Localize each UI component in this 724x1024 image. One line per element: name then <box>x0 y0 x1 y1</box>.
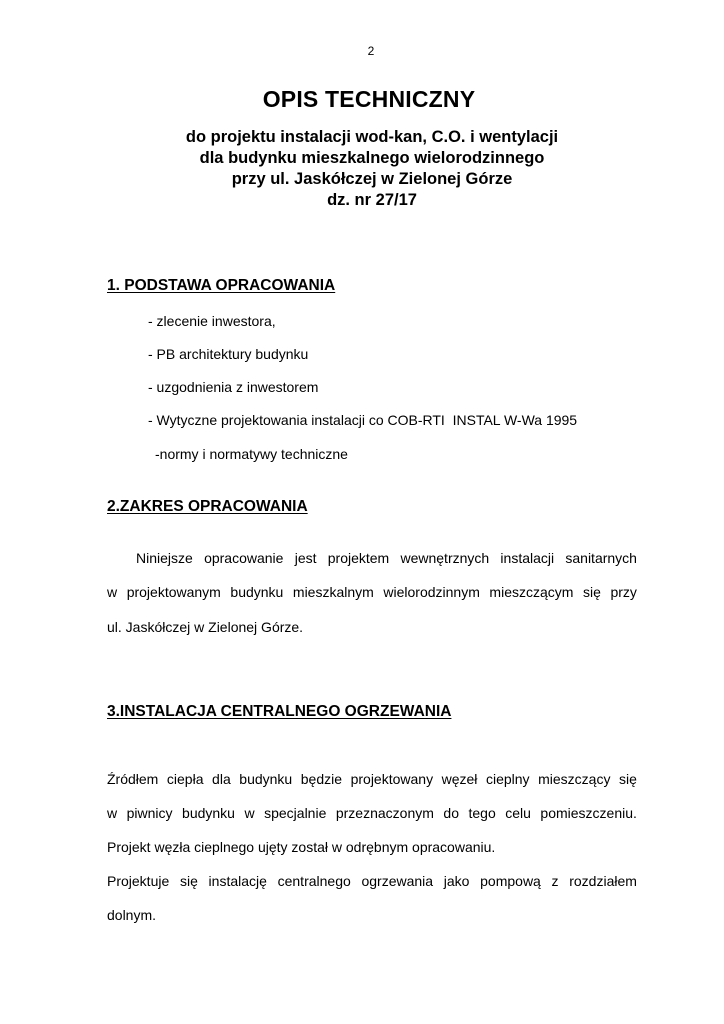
word: cieplny <box>485 771 530 787</box>
paragraph-line <box>107 873 637 889</box>
list-item: - PB architektury budynku <box>148 346 309 362</box>
word: jako <box>443 873 470 889</box>
paragraph-line: dolnym. <box>107 907 157 923</box>
document-title: OPIS TECHNICZNY <box>262 86 476 112</box>
list-item: - Wytyczne projektowania instalacji co COB-RTI INSTAL W-Wa 1995 <box>148 412 578 428</box>
word: instalacji <box>500 550 555 566</box>
paragraph-line: ul. Jaskółczej w Zielonej Górze. <box>107 619 304 635</box>
word: w <box>244 805 255 821</box>
section-heading-podstawa: 1. PODSTAWA OPRACOWANIA <box>107 277 336 294</box>
word: celu <box>505 805 531 821</box>
word: jest <box>294 550 317 566</box>
word: z <box>551 873 559 889</box>
subtitle-line: dz. nr 27/17 <box>327 191 417 209</box>
paragraph-line <box>107 805 637 821</box>
word: w <box>107 805 118 821</box>
word: węzeł <box>441 771 478 787</box>
page-number: 2 <box>367 44 375 58</box>
word: Źródłem <box>107 771 159 787</box>
word: mieszkalnym <box>292 584 374 600</box>
word: do <box>443 805 459 821</box>
word: specjalnie <box>264 805 327 821</box>
word: wielorodzinnym <box>383 584 480 600</box>
list-item: - zlecenie inwestora, <box>148 313 276 329</box>
word: projektem <box>327 550 390 566</box>
subtitle-line: przy ul. Jaskółczej w Zielonej Górze <box>231 170 513 188</box>
word: się <box>619 771 637 787</box>
word: przeznaczonym <box>335 805 434 821</box>
word: tego <box>468 805 496 821</box>
word: opracowanie <box>204 550 284 566</box>
word: rozdziałem <box>569 873 637 889</box>
word: sanitarnych <box>565 550 637 566</box>
word: budynku <box>239 771 293 787</box>
word: będzie <box>300 771 343 787</box>
word: mieszczącym <box>489 584 574 600</box>
word: się <box>583 584 601 600</box>
word: pomieszczeniu. <box>540 805 637 821</box>
paragraph-line <box>107 771 637 787</box>
word: Projektuje <box>107 873 170 889</box>
subtitle-line: do projektu instalacji wod-kan, C.O. i wentylacji <box>185 128 559 146</box>
list-item: -normy i normatywy techniczne <box>155 446 348 462</box>
paragraph-line <box>107 584 637 600</box>
word: wewnętrznych <box>400 550 490 566</box>
word: budynku <box>182 805 235 821</box>
word: Niniejsze <box>136 550 193 566</box>
list-item: - uzgodnienia z inwestorem <box>148 379 319 395</box>
word: projektowanym <box>126 584 221 600</box>
word: pompową <box>480 873 541 889</box>
word: przy <box>610 584 637 600</box>
word: piwnicy <box>126 805 173 821</box>
word: się <box>179 873 198 889</box>
word: ogrzewania <box>361 873 434 889</box>
subtitle-line: dla budynku mieszkalnego wielorodzinnego <box>199 149 545 167</box>
word: centralnego <box>277 873 351 889</box>
word: instalację <box>208 873 267 889</box>
word: ciepła <box>166 771 204 787</box>
paragraph-line <box>136 550 637 566</box>
word: projektowany <box>350 771 434 787</box>
word: dla <box>212 771 231 787</box>
section-heading-zakres: 2.ZAKRES OPRACOWANIA <box>107 498 308 515</box>
section-heading-instalacja-co: 3.INSTALACJA CENTRALNEGO OGRZEWANIA <box>107 703 452 720</box>
word: mieszczący <box>538 771 611 787</box>
word: budynku <box>230 584 284 600</box>
paragraph-line: Projekt węzła cieplnego ujęty został w odrębnym opracowaniu. <box>107 839 496 855</box>
word: w <box>107 584 118 600</box>
